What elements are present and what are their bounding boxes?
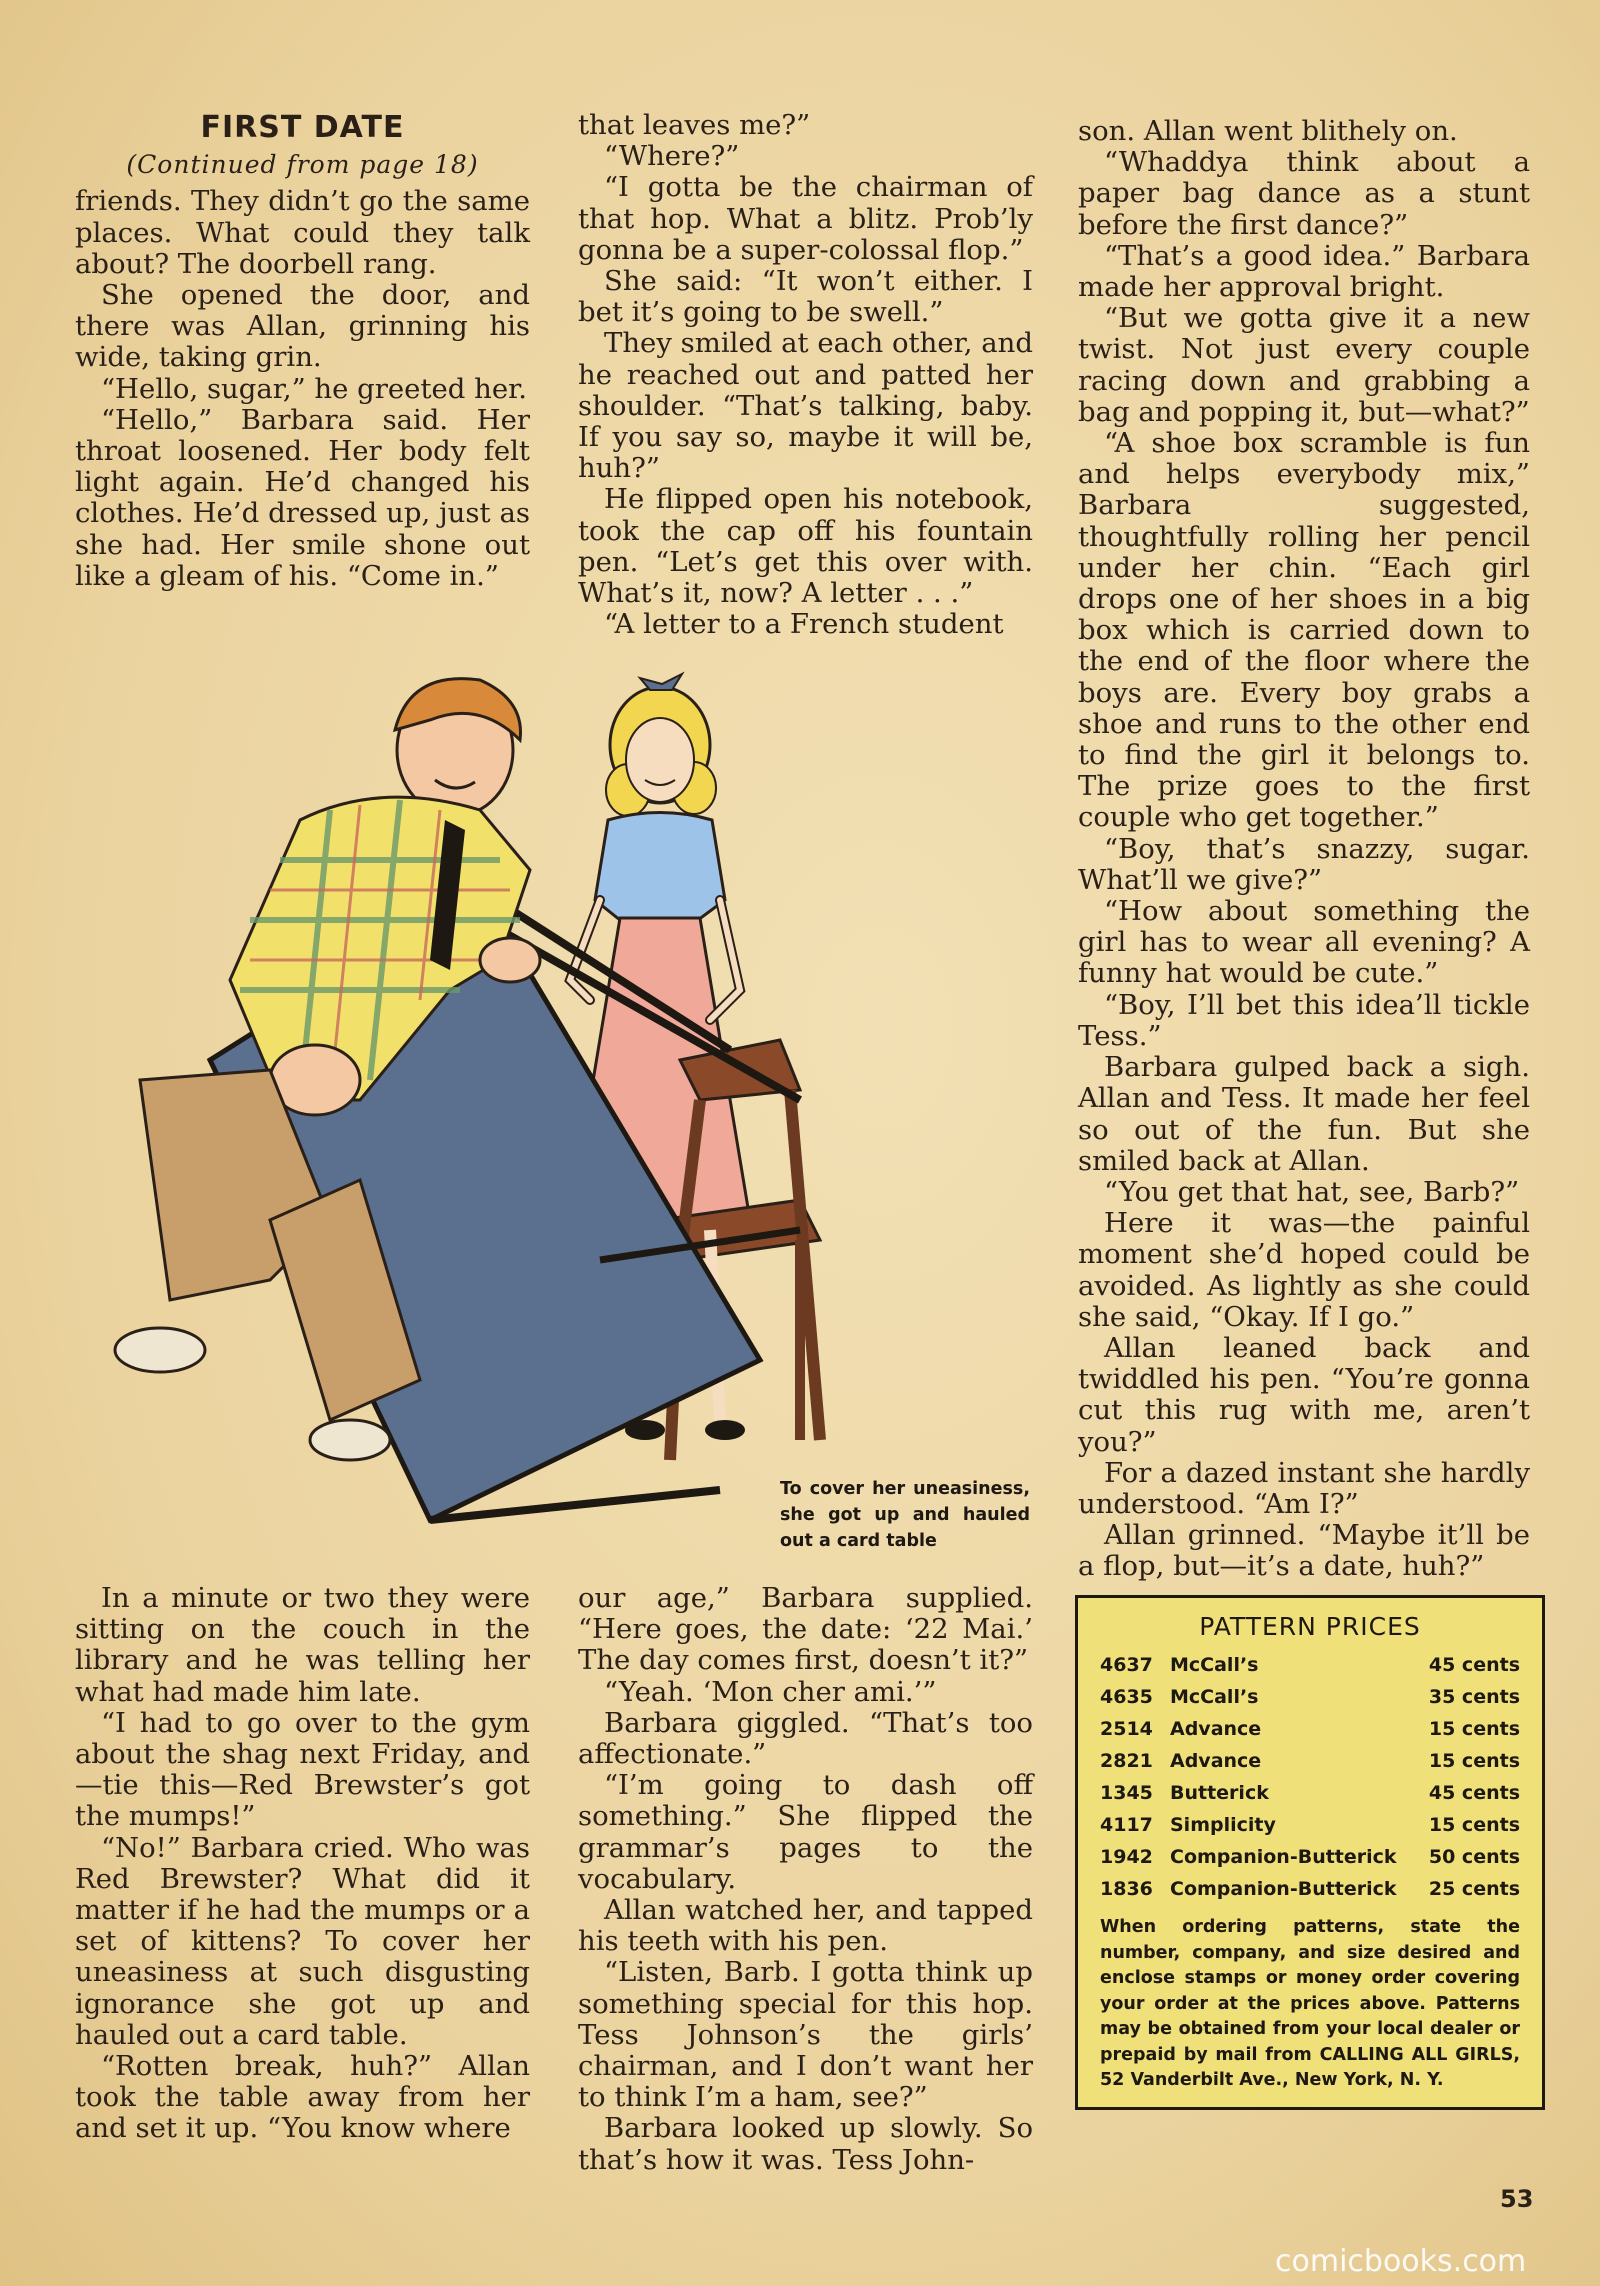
paragraph: “I had to go over to the gym about the shag next Friday, and—tie this—Red Brewster’s got the mumps!” [75, 1706, 530, 1833]
paragraph: For a dazed instant she hardly understood. “Am I?” [1078, 1456, 1530, 1520]
pattern-company: McCall’s [1170, 1654, 1259, 1676]
paragraph: “No!” Barbara cried. Who was Red Brewster? What did it matter if he had the mumps or a set of kittens? To cover her uneasiness at such disgusting ignorance she got up and hauled out a card table. [75, 1831, 530, 2051]
card-table-illustration [100, 660, 1050, 1560]
paragraph: Allan leaned back and twiddled his pen. “You’re gonna cut this rug with me, aren’t you?” [1078, 1331, 1530, 1458]
paragraph: “Whaddya think about a paper bag dance as a stunt before the first dance?” [1078, 146, 1530, 241]
price-row [1100, 1873, 1520, 1905]
paragraph: “Rotten break, huh?” Allan took the table away from her and set it up. “You know where [75, 2050, 530, 2145]
pattern-number: 1942 [1100, 1846, 1153, 1868]
pattern-prices-title: PATTERN PRICES [1199, 1612, 1421, 1641]
pattern-number: 2514 [1100, 1718, 1153, 1740]
paragraph: “How about something the girl has to wear all evening? A funny hat would be cute.” [1078, 895, 1530, 990]
paragraph: “That’s a good idea.” Barbara made her approval bright. [1078, 239, 1530, 304]
price-row [1100, 1841, 1520, 1873]
paragraph: “Hello,” Barbara said. Her throat loosened. Her body felt light again. He’d changed his clothes. He’d dressed up, just as she had. Her smile shone out like a gleam of his. “Come in.” [75, 403, 530, 592]
column-3 [1078, 116, 1530, 1583]
price-row [1100, 1713, 1520, 1745]
pattern-number: 4635 [1100, 1686, 1153, 1708]
pattern-price: 35 cents [1428, 1686, 1520, 1708]
paragraph: She opened the door, and there was Allan, grinning his wide, taking grin. [75, 279, 530, 374]
pattern-company: Simplicity [1170, 1814, 1276, 1836]
pattern-prices-box [1075, 1595, 1545, 2110]
pattern-number: 4117 [1100, 1814, 1153, 1836]
paragraph: “I gotta be the chairman of that hop. What a blitz. Prob’ly gonna be a super-colossal flop.” [578, 171, 1033, 266]
paragraph: “I’m going to dash off something.” She flipped the grammar’s pages to the vocabulary. [578, 1769, 1033, 1895]
pattern-price: 50 cents [1428, 1846, 1520, 1868]
pattern-number: 1345 [1100, 1782, 1153, 1804]
pattern-number: 4637 [1100, 1654, 1153, 1676]
pattern-price: 15 cents [1428, 1718, 1520, 1740]
paragraph: She said: “It won’t either. I bet it’s going to be swell.” [578, 265, 1033, 329]
paragraph: In a minute or two they were sitting on the couch in the library and he was telling her what had made him late. [75, 1582, 530, 1708]
paragraph: that leaves me?” [578, 109, 811, 141]
price-row [1100, 1809, 1520, 1841]
column-1-bottom [75, 1583, 530, 2145]
illustration-caption: To cover her uneasiness, she got up and hauled out a card table [780, 1479, 1030, 1551]
column-2-top [578, 110, 1033, 640]
pattern-company: Butterick [1170, 1782, 1269, 1804]
paragraph: “Listen, Barb. I gotta think up something special for this hop. Tess Johnson’s the girls’ chairman, and I don’t want her to think I’m a ham, see?” [578, 1956, 1033, 2114]
ordering-note: When ordering patterns, state the number, company, and size desired and enclose stamps or money order covering your order at the prices above. Patterns may be obtained from your local dealer or prepaid by mail from CALLING ALL GIRLS, 52 Vanderbilt Ave., New York, N. Y. [1100, 1917, 1520, 2090]
price-row [1100, 1649, 1520, 1681]
column-2-bottom [578, 1583, 1033, 2176]
article-title: FIRST DATE [200, 110, 405, 145]
paragraph: “A shoe box scramble is fun and helps everybody mix,” Barbara suggested, thoughtfully rolling her pencil under her chin. “Each girl drops one of her shoes in a big box which is carried down to the end of the floor where the boys are. Every boy grabs a shoe and runs to the other end to find the girl it belongs to. The prize goes to the first couple who get together.” [1078, 427, 1530, 834]
paragraph: friends. They didn’t go the same places. What could they talk about? The doorbell rang. [75, 185, 530, 280]
paragraph: “You get that hat, see, Barb?” [1104, 1175, 1520, 1208]
page-number: 53 [1500, 2185, 1534, 2213]
paragraph: He flipped open his notebook, took the cap off his fountain pen. “Let’s get this over with. What’s it, now? A letter . . .” [578, 483, 1033, 610]
column-1-top [75, 112, 530, 592]
paragraph: “Yeah. ‘Mon cher ami.’” [604, 1675, 937, 1708]
price-row [1100, 1745, 1520, 1777]
paragraph: Allan grinned. “Maybe it’ll be a flop, but—it’s a date, huh?” [1078, 1519, 1530, 1583]
price-row [1100, 1777, 1520, 1809]
pattern-company: Advance [1170, 1718, 1262, 1740]
price-row [1100, 1681, 1520, 1713]
pattern-company: McCall’s [1170, 1686, 1259, 1708]
paragraph: They smiled at each other, and he reached out and patted her shoulder. “That’s talking, baby. If you say so, maybe it will be, huh?” [578, 327, 1033, 485]
pattern-company: Advance [1170, 1750, 1262, 1772]
paragraph: Barbara looked up slowly. So that’s how it was. Tess John- [578, 2112, 1033, 2176]
pattern-price: 15 cents [1428, 1814, 1520, 1836]
paragraph: “Where?” [604, 140, 740, 173]
pattern-price: 25 cents [1428, 1878, 1520, 1900]
paragraph: “Boy, I’ll bet this idea’ll tickle Tess.” [1078, 988, 1530, 1052]
paragraph: our age,” Barbara supplied. “Here goes, the date: ‘22 Mai.’ The day comes first, doesn’t it?” [578, 1582, 1033, 1677]
pattern-company: Companion-Butterick [1170, 1878, 1397, 1900]
paragraph: “But we gotta give it a new twist. Not just every couple racing down and grabbing a bag and popping it, but—what?” [1078, 302, 1530, 428]
pattern-company: Companion-Butterick [1170, 1846, 1397, 1868]
paragraph: son. Allan went blithely on. [1078, 115, 1458, 147]
paragraph: Here it was—the painful moment she’d hoped could be avoided. As lightly as she could she said, “Okay. If I go.” [1078, 1207, 1530, 1333]
pattern-price: 45 cents [1428, 1654, 1520, 1676]
pattern-price: 45 cents [1428, 1782, 1520, 1804]
paragraph: Barbara giggled. “That’s too affectionate.” [578, 1706, 1033, 1771]
paragraph: “Boy, that’s snazzy, sugar. What’ll we give?” [1078, 832, 1530, 896]
paragraph: Barbara gulped back a sigh. Allan and Tess. It made her feel so out of the fun. But she smiled back at Allan. [1078, 1051, 1530, 1177]
paragraph: “A letter to a French student [604, 608, 1004, 641]
paragraph: “Hello, sugar,” he greeted her. [101, 372, 527, 405]
pattern-number: 1836 [1100, 1878, 1153, 1900]
continued-note: (Continued from page 18) [126, 150, 479, 180]
pattern-price: 15 cents [1428, 1750, 1520, 1772]
paragraph: Allan watched her, and tapped his teeth with his pen. [578, 1894, 1033, 1958]
watermark: comicbooks.com [1275, 2244, 1527, 2279]
pattern-number: 2821 [1100, 1750, 1153, 1772]
